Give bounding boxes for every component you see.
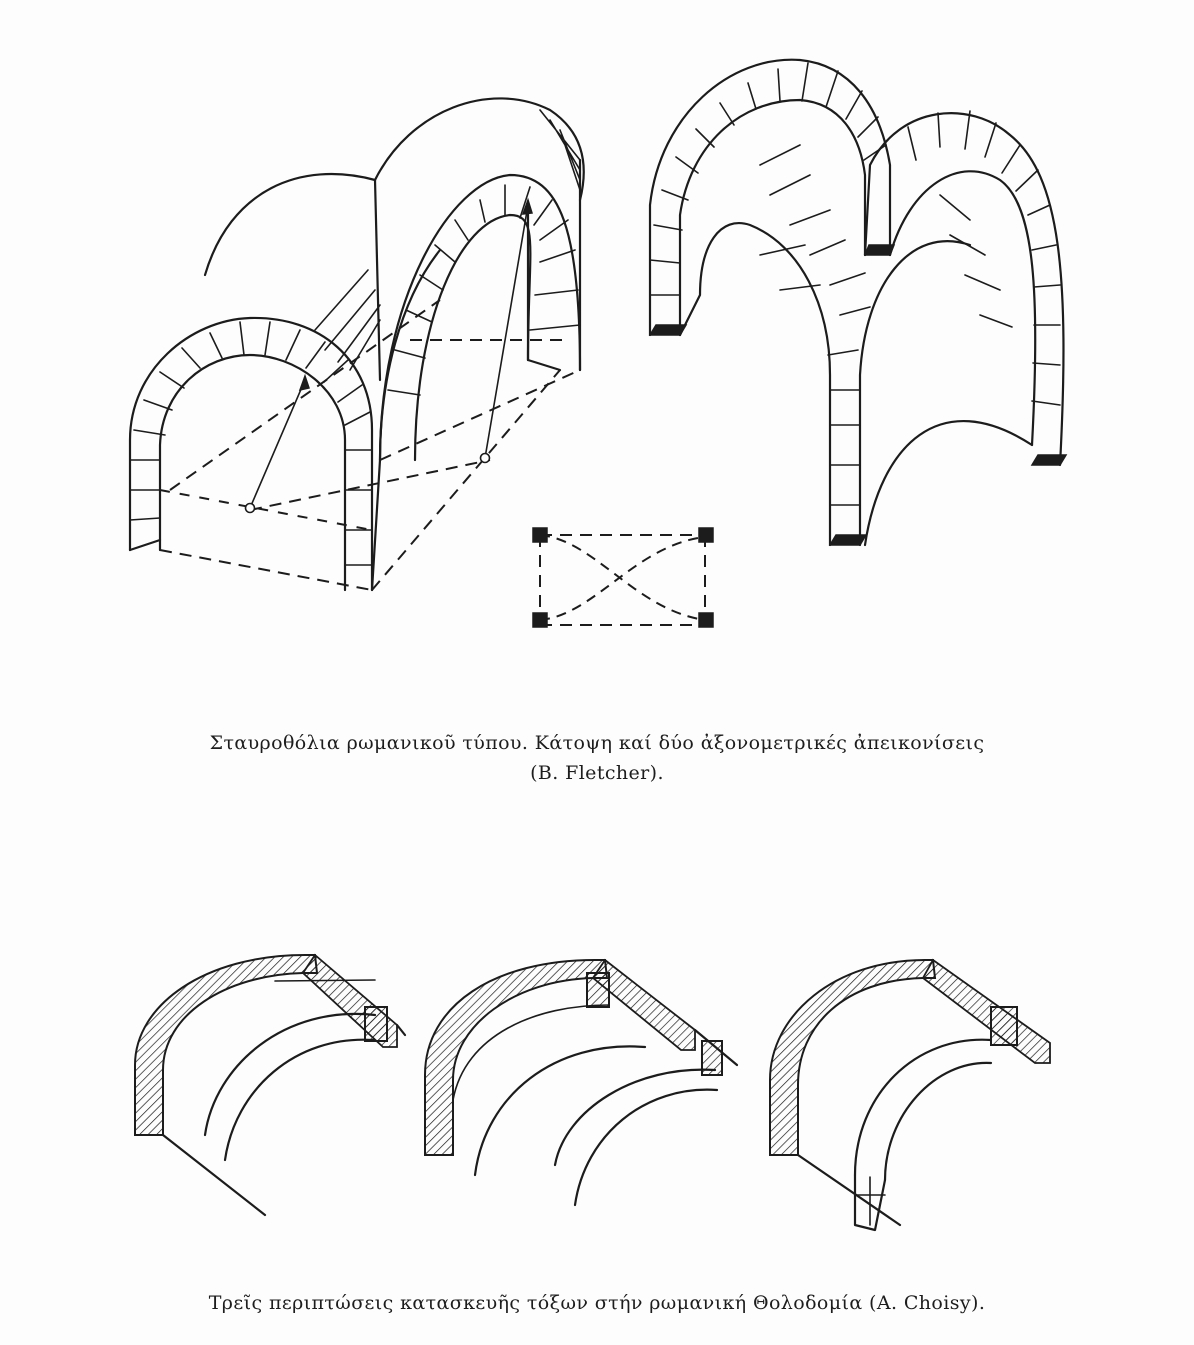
arch-case-1 bbox=[135, 955, 405, 1215]
top-caption-line1: Σταυροθόλια ρωμανικοῦ τύπου. Κάτοψη καί δύο ἀξονομετρικές ἀπεικονίσεις bbox=[209, 732, 985, 754]
bottom-figure-caption: Τρεῖς περιπτώσεις κατασκευῆς τόξων στήν ρωμανική Θολοδομία (A. Choisy). bbox=[208, 1292, 986, 1314]
rear-arch-inner bbox=[680, 100, 865, 335]
groin-vault-plan bbox=[525, 525, 715, 635]
rear-arch-outer bbox=[650, 60, 890, 335]
top-caption-line2: (B. Fletcher). bbox=[530, 762, 664, 784]
far-vault-outline-top bbox=[375, 98, 584, 200]
far-vault-outline-left bbox=[205, 174, 375, 275]
side-arch-inner bbox=[890, 171, 1035, 445]
front-arch-outer bbox=[130, 318, 372, 590]
arch-case-3 bbox=[770, 960, 1050, 1230]
back-arch-inner bbox=[415, 215, 530, 460]
arch-construction-cases bbox=[125, 945, 1065, 1235]
arch-case-2 bbox=[425, 960, 737, 1205]
groin-vault-right-axonometric bbox=[640, 45, 1110, 565]
back-arch-outer bbox=[380, 175, 580, 460]
top-figure-caption bbox=[0, 728, 1194, 788]
front-arch-left-leg bbox=[680, 223, 830, 545]
